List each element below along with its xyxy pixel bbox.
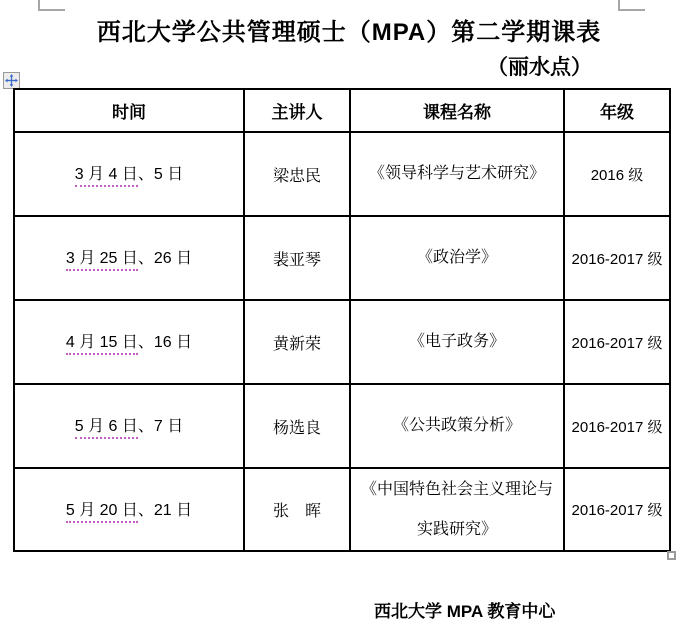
- date-rest: 、7 日: [137, 418, 184, 435]
- time-cell: [14, 468, 244, 551]
- header-time: 时间: [14, 89, 244, 132]
- table-row: [14, 132, 670, 216]
- course-cell: 《电子政务》: [350, 300, 564, 384]
- date-rest: 、26 日: [137, 250, 193, 267]
- table-row: [14, 300, 670, 384]
- course-cell: 《中国特色社会主义理论与实践研究》: [350, 468, 564, 551]
- lecturer-cell: 梁忠民: [244, 132, 350, 216]
- date-underlined: 4 月 15 日: [66, 329, 138, 355]
- date-rest: 、21 日: [137, 501, 193, 519]
- table-resize-handle[interactable]: [667, 551, 676, 560]
- move-arrows-icon: [5, 74, 18, 87]
- text-boundary-crop-mark-right: [618, 0, 645, 11]
- lecturer-cell: 杨选良: [244, 384, 350, 468]
- date-rest: 、16 日: [137, 334, 193, 351]
- course-cell: 《公共政策分析》: [350, 384, 564, 468]
- grade-cell: 2016-2017 级: [564, 216, 670, 300]
- header-lecturer: 主讲人: [244, 89, 350, 132]
- lecturer-cell: 裴亚琴: [244, 216, 350, 300]
- table-header-row: [14, 89, 670, 132]
- time-cell: [14, 132, 244, 216]
- header-course-name: 课程名称: [350, 89, 564, 132]
- lecturer-cell: 张 晖: [244, 468, 350, 551]
- text-boundary-crop-mark-left: [38, 0, 65, 11]
- date-underlined: 5 月 20 日: [66, 497, 138, 523]
- course-schedule-table: [13, 88, 671, 552]
- table-row: [14, 384, 670, 468]
- time-cell: [14, 300, 244, 384]
- time-cell: [14, 384, 244, 468]
- header-grade: 年级: [564, 89, 670, 132]
- grade-cell: 2016-2017 级: [564, 468, 670, 551]
- table-row: [14, 216, 670, 300]
- footer-signature: 西北大学 MPA 教育中心: [374, 602, 556, 621]
- table-row: [14, 468, 670, 551]
- grade-cell: 2016-2017 级: [564, 384, 670, 468]
- table-move-handle[interactable]: [3, 72, 20, 89]
- course-cell: 《领导科学与艺术研究》: [350, 132, 564, 216]
- date-underlined: 5 月 6 日: [75, 413, 138, 439]
- grade-cell: 2016 级: [564, 132, 670, 216]
- course-cell: 《政治学》: [350, 216, 564, 300]
- time-cell: [14, 216, 244, 300]
- grade-cell: 2016-2017 级: [564, 300, 670, 384]
- page-subtitle: （丽水点）: [487, 56, 592, 79]
- date-underlined: 3 月 4 日: [75, 161, 138, 187]
- date-underlined: 3 月 25 日: [66, 245, 138, 271]
- date-rest: 、5 日: [137, 166, 184, 183]
- page-title: 西北大学公共管理硕士（MPA）第二学期课表: [96, 19, 602, 46]
- lecturer-cell: 黄新荣: [244, 300, 350, 384]
